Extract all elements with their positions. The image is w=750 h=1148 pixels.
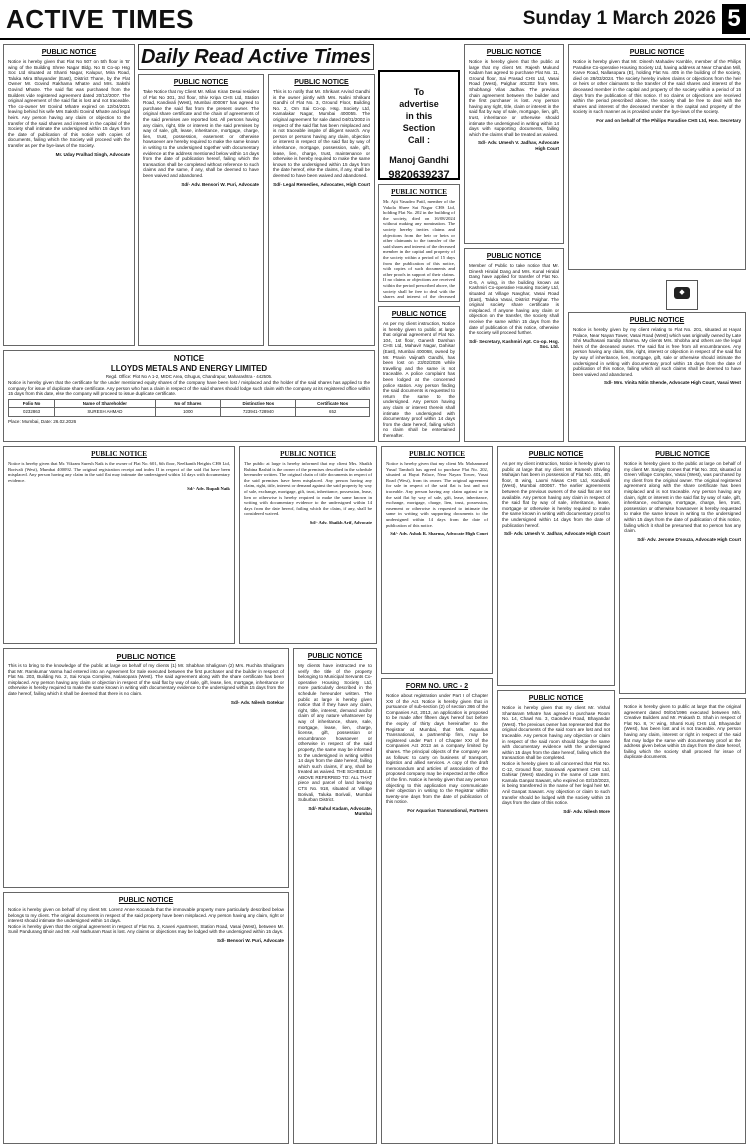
notice-body: Mr. Ajit Vasudeo Patil, member of the Vakola Shree Sai Nagar CHS Ltd, holding Flat No. 202 in the building of the society, died on 16/08/2024 without making any nomination. The society hereby invites claims and objections from the heir or heirs or other claimants to the transfer of the said shares and interest of the deceased member in the capital and property of the society within a period of 15 days from the publication of this notice, with copies of such documents and other proofs in support of their claims. If no claims or objections are received within the period prescribed above, the society shall be free to deal with the shares and interest of the deceased: [383, 199, 455, 300]
notice-signature: Sd/- Adv. Jerome D'souza, Advocate High Court: [637, 536, 741, 542]
notice-purchase-room: [3, 648, 289, 888]
section-banner: Daily Read Active Times: [138, 44, 374, 70]
issue-date: Sunday 1 March 2026: [522, 8, 716, 29]
notice-body: Notice is hereby given that Mr. Vikram Suresh Naik is the owner of Flat No. 601, 6th floor, Neelkanth Heights CHS Ltd, Borivali (West), Mumbai 400092. The original registration receipt and index II in respect of the said flat have been misplaced. Any person having any claim in the said flat may intimate the undersigned within 14 days with documentary evidence.: [8, 461, 230, 483]
society-logo: [666, 280, 698, 310]
notice-body: As per my client instruction, Notice is hereby given to public at large that original agreement of Flat No. 104, 1st floor, Ganesh Darshan CHS Ltd, Mahavir Nagar, Dahisar (East), Mumbai 400068, owned by Mr. Pravin Vaijnath Gandhi, has been lost on 23/02/2026 while travelling and the same is not traceable. A police complaint has been lodged at the concerned police station. Any person finding the said documents is requested to return the same to the undersigned. Any person having any claim or interest therein shall intimate the undersigned with documentary proof within 14 days from the date hereof, failing which no claim shall be entertained thereafter.: [383, 321, 455, 438]
paper-name: ACTIVE TIMES: [6, 4, 195, 34]
notice-18: [619, 446, 746, 694]
notice-title: PUBLIC NOTICE: [280, 450, 336, 458]
notice-title: FORM NO. URC - 2: [405, 683, 469, 690]
notice-body: Notice about registration under Part I of Chapter XXI of the Act. Notice is hereby given that in pursuance of sub-section (2) of section 366 of the Companies Act, 2013, an application is proposed to be made after fifteen days hereof but before the expiry of thirty days hereinafter to the Registrar at Mumbai, that M/s. Aquarius Transnational, a partnership firm, may be registered under Part I of Chapter XXI of the Companies Act 2013 as a company limited by shares. The principal objects of the company are as follows: to carry on business of transport, logistics and allied services. A copy of the draft memorandum and articles of association of the proposed company may be inspected at the office of the firm. Notice is hereby given that any person objecting to this application may communicate their objection in writing to the Registrar within twenty-one days from the date of publication of this notice.: [386, 693, 488, 805]
notice-4: [138, 74, 264, 346]
notice-title: PUBLIC NOTICE: [391, 188, 447, 196]
ad-contact-name: Manoj Gandhi: [389, 155, 449, 165]
notice-1: [3, 44, 135, 346]
table-cell: 0232863: [9, 408, 55, 416]
notice-title: PUBLIC NOTICE: [116, 652, 176, 661]
notice-11: [381, 446, 493, 674]
notice-9: [378, 184, 460, 302]
ad-line: Call :: [407, 135, 430, 145]
notice-6: [268, 74, 375, 346]
lloyds-body: Notice is hereby given that the certificate for the under mentioned equity shares of the company have been lost / misplaced and the holder of the said shares has applied to the company for issue of duplicate share certificate. Any person who has a claim in respect of the said shares should lodge such claim with the company at its registered office within 15 days from this date, else the company will proceed to issue duplicate certificate.: [8, 380, 370, 397]
notice-signature: Sd/- Adv. Umesh V. Jadhav, Advocate High Court: [503, 531, 610, 537]
notice-title: PUBLIC NOTICE: [655, 451, 710, 458]
table-cell: SURESH AHMAD: [55, 408, 156, 416]
notice-title: PUBLIC NOTICE: [629, 317, 685, 324]
ad-line: in this: [405, 111, 433, 121]
notice-signature: Sd/- Adv. Shaikh Arif, Advocate: [309, 519, 372, 525]
notice-signature: Sd/- Mrs. Vinita Nitin Shende, Advocate High Court, Vasai West: [604, 380, 741, 386]
ad-contact-phone: 9820639237: [388, 169, 450, 181]
lloyds-share-table: [8, 399, 370, 417]
notice-body: The public at large is hereby informed that my client Mrs. Shaikh Rubina Rashid is the owner of the premises described in the schedule hereunder written. The original chain of title documents in respect of the said premises have been misplaced. Any person having any claim, right, title, interest or demand against the said property by way of sale, exchange, mortgage, gift, trust, inheritance, possession, lease, lien or otherwise is hereby required to make the same known in writing with documentary evidence to the undersigned within 14 days from the date hereof, failing which the claim, if any, shall be considered waived.: [244, 461, 372, 517]
table-cell: 652: [296, 408, 370, 416]
table-cell: 723941-728940: [221, 408, 296, 416]
notice-body: This is to bring to the knowledge of the public at large on behalf of my clients (1) Mr. Shabhan Shaligram (2) Mrs. Ruchita Shaligram that Mr. Ramkumar Varma had entered into an Agreement for Sale executed between the first purchaser and the builder in respect of Flat No. 203, Building No. 2, Sai Krupa Complex, Nalasopara (West). The said agreement along with the share certificate has been misplaced. Any person having any claim or objection in respect of the said flat by way of sale, gift, lease, lien, mortgage, inheritance or otherwise is hereby required to make the same known in writing with documentary evidence to the undersigned within 15 days from the date hereof, failing which it shall be deemed that there is no claim.: [8, 663, 284, 696]
notice-title: PUBLIC NOTICE: [91, 450, 147, 458]
notice-body: Member of Public to take notice that Mr. Dinesh Hiralal Dang and Mrs. Kunal Hiralal Dang have applied for transfer of Flat No. G-5, A wing, in the building known as Kashmiri Co-operative Housing Society Ltd, situated at Village Navghar, Vasai Road (East), Taluka Vasai, District Palghar. The original society share certificate is misplaced. If anyone having any claim or objection on the transfer, the society shall receive the same within 15 days from the date of publication of this notice, otherwise the society will proceed further.: [469, 263, 559, 336]
notice-body: Notice is hereby given on behalf of my client Mr. Lorenz Anne Kocanda that the immovable property more particularly described below belongs to my client. The original documents in respect of the said property have been misplaced. Any person having any claim, right or interest should intimate the undersigned within 14 days.: [8, 907, 284, 924]
ad-line: To: [413, 87, 425, 97]
table-cell: 1000: [155, 408, 221, 416]
notice-3: [3, 892, 289, 1144]
notice-body: Notice is hereby given by my client relating to Flat No. 201, situated at Hayat Palace, Near Nayan Tower, Vasai Road (West) which was originally owned by Late Shri Mudhasani Sandip Sharma. My clients Mrs. Shobha and others are the legal heirs of the deceased owner. The said flat is free from all encumbrances. Any person having any claim, title, right, interest or objection in respect of the said flat by way of inheritance, lien, mortgage, gift, sale or otherwise should intimate the undersigned in writing with documentary proof within 15 days from the date of publication of this notice, failing which all such claims shall be deemed to have been waived and abandoned.: [573, 327, 742, 377]
notice-title: PUBLIC NOTICE: [486, 253, 542, 260]
notice-body-extra: Notice is hereby given to all concerned that Flat No. C-12, Ground floor, Saraswati Apartment CHS Ltd, Dahisar (West) standing in the name of Late Smt. Kamala Ganpat Sawant, who expired on 02/10/2023, is being transferred in the name of her legal heir Mr. Anil Ganpat Sawant. Any objection or claim to such transfer should be lodged with the society within 15 days from the date of this notice.: [502, 760, 610, 806]
notice-signature: Sd/- Bensori W. Puri, Advocate: [217, 937, 284, 943]
ad-line: advertise: [399, 99, 439, 109]
masthead: [0, 0, 750, 40]
notice-title: PUBLIC NOTICE: [294, 79, 349, 86]
table-header-row: [9, 399, 370, 407]
notice-body: Notice is hereby given that my client Mr. Vishal Shantaram Mhatre has agreed to purchase Room No. 14, Chawl No. 3, Gaondevi Road, Bhayandar (West). The previous owner has represented that the original documents of the said room are lost and not traceable. Any person having any objection or claim in respect of the said room should lodge the same with documentary evidence with the undersigned within 15 days from the date hereof, failing which the transaction shall be completed.: [502, 705, 610, 761]
table-header: Distinctive Nos: [221, 399, 296, 407]
notice-body: Notice is hereby given that my client Mr. Mohammed Yusuf Tamboli has agreed to purchase Flat No. 202, situated at Hayat Palace, Near Nayan Tower, Vasai Road (West), from its owner. The original agreement for sale in respect of the said flat is lost and not traceable. Any person having any claim against or in the said flat by way of sale, gift, lease, inheritance, exchange, mortgage, charge, lien, trust, possession, easement or otherwise is requested to intimate the same in writing with supporting documents to the undersigned within 14 days from the date of publication of this notice.: [386, 461, 488, 528]
notice-body: Notice is hereby given that Mr. Dinesh Mahadev Kamble, member of the Philips Paradise Co-operative Housing Society Ltd, having address at Near Chandan Mill, Karve Road, Nallasopara (E), holding Flat No. 405 in the building of the society, died on 28/03/2024. The society hereby invites claims or objections from the heir or heirs or other claimants to the transfer of the said shares and interest of the deceased member in the capital and property of the society within a period of 15 days from the publication of this notice. If no claims or objections are received within the period prescribed above, the society shall be free to deal with the shares and interest of the deceased member in the capital and property of the society in such manner as is provided under the bye-laws of the society.: [573, 59, 741, 115]
advertise-box: [378, 70, 460, 180]
notice-signature: Sd/- Adv. Ashok R. Sharma, Advocate High Court: [390, 531, 488, 537]
notice-body: Notice is hereby given that Flat No 507 on 5th floor in 'B' wing of the Building Shree Nagar Bldg. No B Co-op Hsg Soc Ltd situated at Shanti Nagar, Kalupur, Mira Road, Taluka Mira Bhayander (East), District Thane, by the Flat Owner Mr. Govind Rakhama Mhatre and Mrs. Sakshi Govind Mhatre. The said flat was purchased from the Builders vide registered agreement dated 20/12/2007. The original agreement of the said flat is lost and not traceable. The co-owner Mr Govind Mhatre expired on 12/04/2021 leaving behind his wife Mrs Sakshi Govind Mhatre and legal heirs. Any person having any claim or objection to the transfer of the said shares and interest in the capital of the Society shall intimate the undersigned within 15 days from the date of publication of this notice with copies of documents, failing which the Society will proceed with the transfer as per the bye-laws of the Society.: [8, 59, 130, 148]
notice-body: Take Notice that my Client Mr. Milan Kiran Desai resident of Flat No 301, 3rd floor, Shiv Kripa CHS Ltd, Station Road, Kandivali (West), Mumbai 400067 has agreed to purchase the said flat from the present owner. The original share certificate and the chain of agreements of the said premises are reported lost. All persons having any claim, right, title or interest in the said premises by way of sale, gift, lease, inheritance, mortgage, charge, lien, trust, possession, easement or otherwise howsoever are hereby required to make the same known in writing to the undersigned together with documentary evidence at the address mentioned below within 14 days from the date of publication hereof, failing which the transaction shall be completed without reference to such claims and the same, if any, shall be deemed to have been waived and abandoned.: [143, 89, 259, 178]
notice-body: As per my client instruction, Notice is hereby given to public at large that my client Mr. Ramesh Shivling Mahajan has been in possession of Flat No. 401, 4th floor, B wing, Laxmi Niwas CHS Ltd, Kandivali (West), Mumbai 400067. The earlier agreements between the previous owners of the said flat are not available. Any person having any claim in respect of the said flat by way of sale, inheritance, lease, mortgage or otherwise is hereby required to make the same known in writing with documentary proof to the undersigned within 14 days from the date of publication hereof.: [502, 461, 610, 528]
notice-signature: Sd/- Secretary, Kashmiri Apt. Co-op. Hsg. Soc. Ltd.: [469, 338, 559, 350]
notice-title: PUBLIC NOTICE: [528, 695, 584, 702]
notice-title: PUBLIC NOTICE: [528, 451, 584, 458]
lloyds-company: LLOYDS METALS AND ENERGY LIMITED: [110, 364, 268, 373]
notice-19: [619, 698, 746, 1144]
notice-signature: Sd/- Rahul Kadam, Advocate, Mumbai: [308, 805, 372, 817]
lloyds-address: Regd. Office: Plot No A 1-2, MIDC Area, Ghugus, Chandrapur, Maharashtra - 442505.: [105, 374, 273, 379]
notice-body-extra: Notice is hereby given to public at large that the original agreement dated 06/04/1996 executed between M/s. Creative Builders and Mr. Prakash D. Shah in respect of Flat No. 8, 'A' wing, Shanti Kunj CHS Ltd, Bhayandar (West), has been lost and is not traceable. Any person having any claim, interest or right in respect of the said flat may lodge the same with documentary proof at the address given below within 15 days from the date hereof, failing which the society shall proceed for issue of duplicate documents.: [624, 704, 741, 760]
notice-15: [497, 690, 615, 1144]
notice-title: PUBLIC NOTICE: [41, 49, 97, 56]
notice-signature: For Aquarius Transnational, Partners: [407, 807, 488, 813]
notice-body: Notice is hereby given that the public at large that my client Mr. Rajesh Mukund Kadam has agreed to purchase Flat No. 11, Ground floor, Sai Prasad CHS Ltd, Vasai Road (West), Palghar 401202 from Mrs. Shubhangi Vilas Jadhav. The previous chain agreement between the builder and the first purchaser is lost. Any person having any right, title, claim or interest in the said flat by way of sale, mortgage, lien, gift, trust, inheritance or otherwise should intimate the undersigned in writing within 14 days with supporting documents, failing which the claims shall be treated as waived.: [469, 59, 559, 137]
table-header: Certificate Nos: [296, 399, 370, 407]
notice-title: PUBLIC NOTICE: [307, 653, 363, 660]
notice-signature: Mr. Uday Pralhad Singh, Advocate: [55, 151, 130, 157]
table-header: Name of Shareholder: [55, 399, 156, 407]
notice-signature: Sd/- Adv. Umesh V. Jadhav, Advocate High Court: [477, 140, 559, 151]
notice-signature: Sd/- Legal Remedies, Advocates, High Court: [273, 181, 370, 187]
notice-body: My clients have instructed me to verify the title of the property belonging to Municipal Servants Co-operative Housing Society Ltd, more particularly described in the schedule hereunder written. The public at large is hereby given notice that if they have any claim, right, title, interest, demand and/or claim of any nature whatsoever by way of inheritance, share, sale, mortgage, lease, lien, charge, license, gift, possession or encumbrance howsoever or otherwise in respect of the said property, the same may be informed to the undersigned in writing within 14 days from the date hereof, failing which such claims, if any, shall be treated as waived. THE SCHEDULE ABOVE REFERRED TO: ALL THAT piece and parcel of land bearing CTS No. 918, situated at Village Borivali, Taluka Borivali, Mumbai Suburban District.: [298, 663, 372, 803]
notice-body: Notice is hereby given to the public at large on behalf of my client Mr. Sanjay Gomes that Flat No. 302, situated at Green Village Complex, Vasai (West), was purchased by my client from the original owner. The original registered agreement along with the share certificate has been misplaced and is not traceable. Any person having any claim, right or interest in the said flat by way of sale, gift, inheritance, exchange, mortgage, charge, lien, trust, possession or otherwise howsoever is hereby requested to make the same known in writing to the undersigned within 15 days from the date of publication of this notice, failing which it shall be presumed that no person has any claim.: [624, 461, 741, 534]
notice-title: PUBLIC NOTICE: [409, 450, 465, 458]
ad-line: Section: [402, 123, 436, 133]
page-number: 5: [722, 4, 746, 34]
notice-title: PUBLIC NOTICE: [173, 79, 229, 86]
lloyds-notice-title: NOTICE: [173, 354, 205, 363]
notice-8: [378, 44, 386, 49]
notice-17: [568, 312, 746, 442]
notice-signature: Sd/- Adv. Nilesh Gotekar: [230, 699, 284, 705]
notice-7: [293, 648, 377, 1144]
notice-lloyds: [3, 350, 375, 442]
notice-13: [464, 248, 564, 442]
notice-body: This is to notify that Mr. Shrikant Arvind Gandhi is the owner jointly with Mrs. Nalini Shrikant Gandhi of Flat No. 3, Ground Floor, Building No. 2, Om Sai Co-op. Hsg. Society Ltd, Kamalakar Nagar, Mumbai 400055. The original agreement for sale dated 04/01/2002 in respect of the said flat has been misplaced and is not traceable inspite of diligent search. Any person or persons having any claim, objection or interest in respect of the said flat by way of inheritance, mortgage, possession, sale, gift, lease, lien, charge, trust, maintenance or otherwise is hereby required to make the same known to the undersigned within 15 days from the date hereof, else the claims, if any, shall be deemed to have been waived and abandoned.: [273, 89, 370, 178]
notice-2: [3, 446, 235, 644]
notice-title: PUBLIC NOTICE: [391, 311, 447, 318]
notice-form-urc2: [381, 678, 493, 1144]
table-header: Folio No: [9, 399, 55, 407]
notice-signature: Sd/- Adv. Bensori W. Puri, Advocate: [181, 181, 259, 187]
notice-10: [378, 306, 460, 442]
notice-signature: [383, 441, 455, 442]
notice-14: [497, 446, 615, 686]
notice-16: [568, 44, 746, 270]
notice-title: PUBLIC NOTICE: [118, 897, 174, 904]
society-logo-icon: ◆: [674, 287, 690, 299]
notice-title: PUBLIC NOTICE: [486, 49, 542, 56]
notice-signature: Sd/- Adv. Nilesh More: [563, 808, 610, 814]
notice-title: PUBLIC NOTICE: [629, 49, 685, 56]
notice-signature: For and on behalf of The Philips Paradise CHS Ltd, Hon. Secretary: [596, 117, 741, 123]
table-header: No of Shares: [155, 399, 221, 407]
lloyds-place-date: Place: Mumbai, Date: 26.02.2026: [8, 418, 77, 424]
notice-signature: Sd/- Adv. Rupali Naik: [187, 486, 230, 492]
notice-12: [464, 44, 564, 244]
notice-5: [239, 446, 377, 644]
notice-body-extra: Notice is hereby given that the original agreement in respect of Flat No. 3, Kaveri Apartment, Station Road, Vasai (West), between Mr. Sunil Pandurang Bhoir and Mr. Anil Nathuram Raut is lost. Any claims or objections may be lodged with the undersigned within 15 days.: [8, 923, 284, 935]
table-row: [9, 408, 370, 416]
